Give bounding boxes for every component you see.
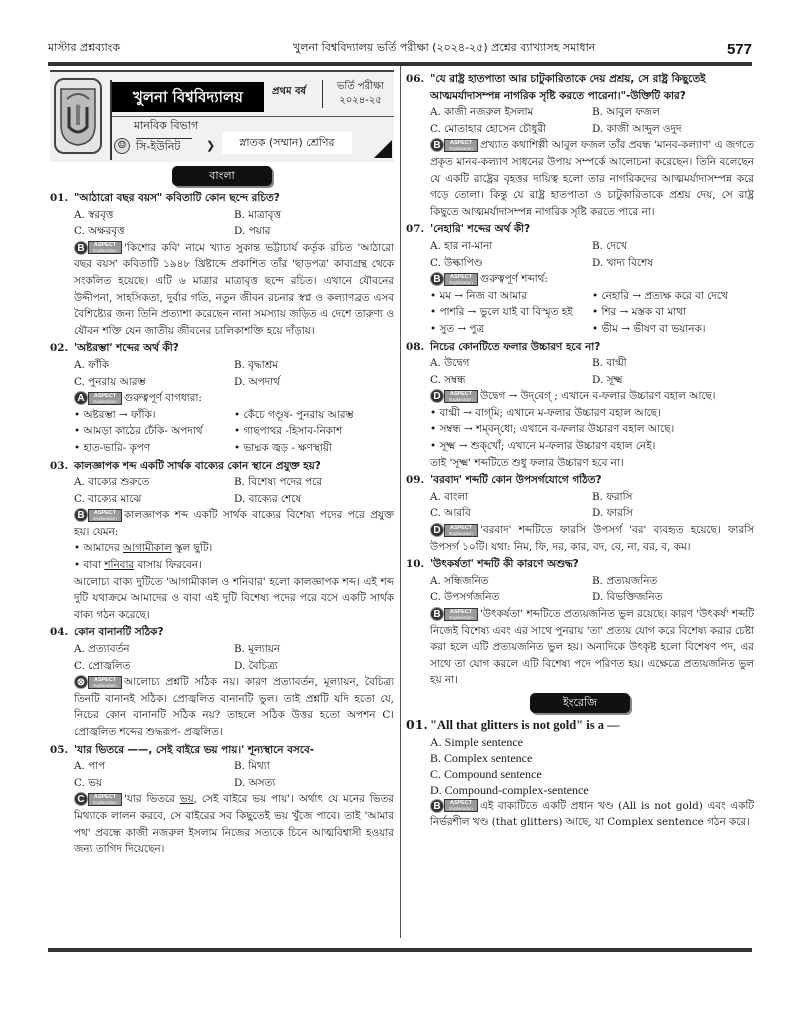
aspect-explanation-icon: ASPECT Explanation bbox=[88, 392, 122, 405]
answer-badge bbox=[74, 241, 122, 255]
answer-letter: B bbox=[74, 241, 88, 255]
bottom-rule bbox=[48, 948, 752, 952]
question: 01. "আঠারো বছর বয়স" কবিতাটি কোন ছন্দে রচিত? A. স্বরবৃত্ত B. মাত্রাবৃত্ত C. অক্ষরবৃত্ত D. পয়ার B ASPECT Explanation 'কিশোর কবি' নামে খ্যাত সুকান্ত ভট্টাচার্য কর্তৃক রচিত 'আঠারো বছর বয়স' কবিতাটি ১৯৪৮ খ্রিষ্টাব্দে প্রকাশিত তাঁর 'ছাড়পত্র' কাব্যগ্রন্থ থেকে সংকলিত হয়েছে। এটি ৬ মাত্রার মাত্রাবৃত্ত ছন্দে রচিত। এখানে যৌবনের উদ্দীপনা, সাহসিকতা, দুর্বার গতি, নতুন জীবন রচনার স্বপ্ন ও কল্যাণব্রত এসব বৈশিষ্ট্যের জন্য তিনি প্রত্যাশা করেছেন নানা সমস্যায় জড়িত এ দেশে তারুণ্য ও যৌবন শক্তি যেন জাতীয় জীবনের চালিকাশক্তি হয়ে দাঁড়ায়। bbox=[50, 190, 394, 339]
options bbox=[406, 238, 754, 271]
list-item: • ভাদ্মক জ্বড় - ক্ষণস্থায়ী bbox=[234, 440, 394, 457]
question: 10. 'উৎকর্ষতা' শব্দটি কী কারণে অশুদ্ধ? A. সন্ধিজনিত B. প্রত্যয়জনিত C. উপসর্গজনিত D. বিভক্তিজনিত B ASPECT Explanation 'উৎকর্ষতা' শব্দটিতে প্রত্যয়জনিত ভুল রয়েছে। কারণ 'উৎকর্ষ' শব্দটি নিজেই বিশেষ্য এবং এর সাথে পুনরায় 'তা' প্রত্যয় যোগ করে বিশেষ্য করার চেষ্টা করা হলে এটি প্রত্যয়জনিত ভুল হয়। অন্যদিকে উৎকৃষ্ট হলো বিশেষণ পদ, এর সাথে তা যোগ করলে এটি বিশেষ্য পদে পরিণত হয়। এক্ষেত্রে প্রত্যয়জনিত ভুল হয় না। bbox=[406, 556, 754, 689]
aspect-explanation-icon: ASPECT Explanation bbox=[444, 390, 478, 403]
deer-emblem-icon bbox=[59, 85, 97, 147]
option-d: D. বাক্যের শেষে bbox=[234, 492, 302, 505]
answer-badge bbox=[74, 508, 122, 522]
question: 04. কোন বানানটি সঠিক? A. প্রত্যাবর্তন B. মূল্যায়ন C. প্রোজ্বলিত D. বৈচিত্র্য ⊗ ASPECT Explanation আলোচ্য প্রশ্নটি সঠিক নয়। কারণ প্রত্যাবর্তন, মূল্যায়ন, বৈচিত্র্য তিনটি বানানই সঠিক। প্রোজ্বলিত বানানটি ভুল। তাই প্রশ্নটি যদি হতো যে, নিচের কোন বানানটি সঠিক নয়? তাহলে সঠিক উত্তর হতো অপশন C। প্রোজ্বলিত শব্দের শুদ্ধরূপ- প্রজ্বলিত। bbox=[50, 624, 394, 740]
option-a: A. বাংলা bbox=[430, 490, 469, 503]
question: 08. নিচের কোনটিতে ফলার উচ্চারণ হবে না? A. উদ্বেগ B. বাগ্মী C. সম্বন্ধ D. সূক্ষ্ম D ASPECT Explanation উদ্বেগ → উদ্‌বেগ্ ; এখানে ব-ফলার উচ্চারণ বহাল আছে। • বাগ্মী → বাগ্‌মি; এখানে ম-ফলার উচ্চারণ বহাল আছে। • সম্বন্ধ → শম্‌বন্‌ধো; এখানে ব-ফলার উচ্চারণ বহাল আছে। • সূক্ষ্ম → শুক্‌খোঁ; এখানে ম-ফলার উচ্চারণ বহাল নেই। তাই 'সূক্ষ্ম' শব্দটিতে শুধু ফলার উচ্চারণ হবে না। bbox=[406, 339, 754, 472]
option-c: C. ভয় bbox=[74, 776, 103, 789]
list-item: • বাগ্মী → বাগ্‌মি; এখানে ম-ফলার উচ্চারণ বহাল আছে। bbox=[430, 405, 754, 422]
option-a: A. পাপ bbox=[74, 760, 106, 773]
right-column bbox=[406, 70, 754, 831]
option-a: A. সন্ধিজনিত bbox=[430, 574, 489, 587]
option-d: D. বৈচিত্র্য bbox=[234, 659, 278, 672]
aspect-explanation-icon: ASPECT Explanation bbox=[444, 273, 478, 286]
exam-label: ভর্তি পরীক্ষা ২০২৪-২৫ bbox=[322, 80, 394, 108]
wrong-question-icon: ⊗ bbox=[74, 675, 88, 689]
question: 09. 'বরবাদ' শব্দটি কোন উপসর্গযোগে গঠিত? A. বাংলা B. ফরাসি C. আরবি D. ফারসি D ASPECT Explanation 'বরবাদ' শব্দটিতে ফারসি উপসর্গ 'বর' ব্যবহৃত হয়েছে। ফারসি উপসর্গ ১০টি। যথা: নিম, ফি, দর, কার, বদ, বে, না, বর, ব, কম। bbox=[406, 472, 754, 555]
question-text: 'নেহারি' শব্দের অর্থ কী? bbox=[430, 223, 531, 236]
explanation: D ASPECT Explanation উদ্বেগ → উদ্‌বেগ্ ; এখানে ব-ফলার উচ্চারণ বহাল আছে। bbox=[406, 388, 754, 405]
options bbox=[406, 573, 754, 606]
option-b: B. আবুল ফজল bbox=[592, 106, 660, 119]
list-item: • গাছপাথর -হিসাব-নিকাশ bbox=[234, 423, 394, 440]
year-label: প্রথম বর্ষ bbox=[272, 86, 307, 97]
explanation-continued: তাই 'সূক্ষ্ম' শব্দটিতে শুধু ফলার উচ্চারণ হবে না। bbox=[430, 456, 624, 469]
list-item: • পাশরি → ভুলে যাই বা বিস্মৃত হই bbox=[430, 304, 592, 321]
option-c: C. অক্ষরবৃত্ত bbox=[74, 225, 125, 238]
options bbox=[406, 104, 754, 137]
running-head bbox=[48, 40, 752, 58]
aspect-explanation-icon: ASPECT Explanation bbox=[444, 139, 478, 152]
answer-letter: B bbox=[430, 138, 444, 152]
option-d: D. কাজী আব্দুল ওদুদ bbox=[592, 122, 682, 135]
question-text: "আঠারো বছর বয়স" কবিতাটি কোন ছন্দে রচিত? bbox=[74, 192, 280, 204]
explanation: B ASPECT Explanation 'উৎকর্ষতা' শব্দটিতে প্রত্যয়জনিত ভুল রয়েছে। কারণ 'উৎকর্ষ' শব্দটি নিজেই বিশেষ্য এবং এর সাথে পুনরায় 'তা' প্রত্যয় যোগ করে বিশেষ্য করার চেষ্টা করা হলে এটি প্রত্যয়জনিত ভুল হয়। অন্যদিকে উৎকৃষ্ট হলো বিশেষণ পদ, এর সাথে তা যোগ করলে এটি বিশেষ্য পদে পরিণত হয়। এক্ষেত্রে প্রত্যয়জনিত ভুল হয় না। bbox=[430, 608, 754, 687]
option-a: A. Simple sentence bbox=[430, 734, 523, 749]
options bbox=[50, 207, 394, 240]
aspect-explanation-icon: ASPECT Explanation bbox=[88, 241, 122, 254]
question: 02. 'অষ্টরম্ভা' শব্দের অর্থ কী? A. ফাঁকি B. বৃদ্ধাশ্রম C. পুনরায় আরম্ভ D. অপদার্থ A ASPECT Explanation গুরুত্বপূর্ণ বাগধারা: • অষ্টরম্ভা → ফাঁকি। • কেঁচে গণ্ডূষ- পুনরায় আরম্ভ • আমড়া কাঠের ঢেঁকি- অপদার্থ • গাছপাথর -হিসাব-নিকাশ • হাত-ভারি- কৃপণ • ভাদ্মক জ্বড় - ক্ষণস্থায়ী bbox=[50, 340, 394, 456]
unit-label: সি-ইউনিট bbox=[136, 138, 192, 156]
question: 03. কালজ্ঞাপক শব্দ একটি সার্থক বাক্যের কোন স্থানে প্রযুক্ত হয়? A. বাক্যের শুরুতে B. বিশেষ্য পদের পরে C. বাক্যের মাঝে D. বাক্যের শেষে B ASPECT Explanation কালজ্ঞাপক শব্দ একটি সার্থক বাক্যের বিশেষ্য পদের পরে প্রযুক্ত হয়। যেমন: • আমাদের আগামীকাল স্কুল ছুটি। • বাবা শনিবার বাসায় ফিরবেন। আলোচ্য বাক্য দুটিতে 'আগামীকাল ও শনিবার' হলো কালজ্ঞাপক শব্দ। এই শব্দ দুটি যথাক্রমে আমাদের ও বাবা এই দুটি বিশেষ্য পদের পরে বসে একটি সার্থক বাক্য গঠন করেছে। bbox=[50, 458, 394, 624]
answer-badge bbox=[74, 391, 122, 405]
answer-letter: A bbox=[74, 391, 88, 405]
list-item: • সুত → পুত্র bbox=[430, 321, 592, 338]
question: 07. 'নেহারি' শব্দের অর্থ কী? A. হার না-মানা B. দেখে C. উল্কাপিণ্ড D. খাদ্য বিশেষ B ASPECT Explanation গুরুত্বপূর্ণ শব্দার্থ: • মম → নিজ বা আমার • নেহারি → প্রত্যক্ষ করে বা দেখে • পাশরি → ভুলে যাই বা বিস্মৃত হই • শির → মস্তক বা মাথা • সুত → পুত্র • ভীম → ভীষণ বা ভয়ানক। bbox=[406, 221, 754, 337]
options bbox=[406, 489, 754, 522]
department-label: মানবিক বিভাগ bbox=[134, 119, 199, 132]
answer-letter: D bbox=[430, 523, 444, 537]
idiom-list bbox=[50, 407, 394, 457]
answer-letter: C bbox=[74, 792, 88, 806]
chapter-title: খুলনা বিশ্ববিদ্যালয় ভর্তি পরীক্ষা (২০২৪-২৫) প্রশ্নের ব্যাখ্যাসহ সমাধান bbox=[293, 41, 596, 54]
option-a: A. বাক্যের শুরুতে bbox=[74, 476, 150, 489]
explanation: B ASPECT Explanation 'কিশোর কবি' নামে খ্যাত সুকান্ত ভট্টাচার্য কর্তৃক রচিত 'আঠারো বছর বয়স' কবিতাটি ১৯৪৮ খ্রিষ্টাব্দে প্রকাশিত তাঁর 'ছাড়পত্র' কাব্যগ্রন্থ থেকে সংকলিত হয়েছে। এটি ৬ মাত্রার মাত্রাবৃত্ত ছন্দে রচিত। এখানে যৌবনের উদ্দীপনা, সাহসিকতা, দুর্বার গতি, নতুন জীবন রচনার স্বপ্ন ও কল্যাণব্রত এসব বৈশিষ্ট্যের জন্য তিনি প্রত্যাশা করেছেন নানা সমস্যায় জড়িত এ দেশে তারুণ্য ও যৌবন শক্তি যেন জাতীয় জীবনের চালিকাশক্তি হয়ে দাঁড়ায়। bbox=[74, 241, 394, 337]
list-item: • আমাদের আগামীকাল স্কুল ছুটি। bbox=[74, 540, 394, 557]
option-b: B. মাত্রাবৃত্ত bbox=[234, 208, 281, 221]
option-c: C. আরবি bbox=[430, 507, 471, 520]
answer-badge bbox=[74, 792, 122, 806]
option-c: C. মোতাহার হোসেন চৌধুরী bbox=[430, 122, 547, 135]
explanation: B ASPECT Explanation প্রখ্যাত কথাশিল্পী আবুল ফজল তাঁর প্রবন্ধ 'মানব-কল্যাণ' এ জগতে প্রকৃত মানব-কল্যাণ সাধনের উপায় সম্পর্কে আলোচনা করেছেন। তিনি বলেছেন যে একটি রাষ্ট্রের বৃহত্তর দায়িত্ব হলো তার নাগরিকদের আত্মমর্যাদাসম্পন্ন করে গড়ে তোলা। কিন্তু যে রাষ্ট্র হাতপাতা ও চাটুকারিতাকে প্রশ্রয় দেয়, সে রাষ্ট্র কিছুতে আত্মমর্যাদাসম্পন্ন নাগরিক সৃষ্টি করতে পারে না। bbox=[430, 139, 754, 218]
answer-badge bbox=[430, 138, 478, 152]
option-b: B. Complex sentence bbox=[430, 750, 533, 765]
options bbox=[406, 734, 754, 798]
option-d: D. পয়ার bbox=[234, 225, 271, 238]
option-b: B. দেখে bbox=[592, 239, 627, 252]
options bbox=[50, 474, 394, 507]
question-text: কালজ্ঞাপক শব্দ একটি সার্থক বাক্যের কোন স্থানে প্রযুক্ত হয়? bbox=[74, 459, 321, 472]
option-b: B. প্রত্যয়জনিত bbox=[592, 574, 658, 587]
option-d: D. খাদ্য বিশেষ bbox=[592, 256, 653, 269]
answer-letter: D bbox=[430, 389, 444, 403]
question-text: "যে রাষ্ট্র হাতপাতা আর চাটুকারিতাকে দেয় প্রশ্রয়, সে রাষ্ট্র কিছুতেই আত্মমর্যাদাসম্পন্ন নাগরিক সৃষ্টি করতে পারেনা।"-উক্তিটি কার? bbox=[430, 73, 706, 102]
answer-badge bbox=[430, 799, 478, 813]
question-text: 'অষ্টরম্ভা' শব্দের অর্থ কী? bbox=[74, 342, 179, 355]
answer-badge bbox=[430, 272, 478, 286]
aspect-explanation-icon: ASPECT Explanation bbox=[88, 676, 122, 689]
left-column bbox=[50, 66, 394, 858]
university-name: খুলনা বিশ্ববিদ্যালয় bbox=[112, 82, 264, 112]
explanation: C ASPECT Explanation 'যার ভিতরে ভয়, সেই বাইরে ভয় পায়'। অর্থাৎ যে মনের ভিতর মিথ্যাকে লালন করবে, সে বাইরের সব কিছুতেই ভয় খুঁজে পাবে। তাই 'আমার পথ' প্রবন্ধে কাজী নজরুল ইসলাম নিজের সত্যকে চিনে আত্মবিশ্বাসী হওয়ার জন্য তাগিদ দিয়েছেন। bbox=[74, 793, 394, 856]
explanation: D ASPECT Explanation 'বরবাদ' শব্দটিতে ফারসি উপসর্গ 'বর' ব্যবহৃত হয়েছে। ফারসি উপসর্গ ১০টি। যথা: নিম, ফি, দর, কার, বদ, বে, না, বর, ব, কম। bbox=[430, 524, 754, 553]
option-b: B. বাগ্মী bbox=[592, 357, 627, 370]
answer-letter: B bbox=[74, 508, 88, 522]
list-item: • মম → নিজ বা আমার bbox=[430, 288, 592, 305]
option-a: A. প্রত্যাবর্তন bbox=[74, 643, 130, 656]
list-item: • হাত-ভারি- কৃপণ bbox=[74, 440, 234, 457]
explanation: ⊗ ASPECT Explanation আলোচ্য প্রশ্নটি সঠিক নয়। কারণ প্রত্যাবর্তন, মূল্যায়ন, বৈচিত্র্য তিনটি বানানই সঠিক। প্রোজ্বলিত বানানটি ভুল। তাই প্রশ্নটি যদি হতো যে, নিচের কোন বানানটি সঠিক নয়? তাহলে সঠিক উত্তর হতো অপশন C। প্রোজ্বলিত শব্দের শুদ্ধরূপ- প্রজ্বলিত। bbox=[74, 676, 394, 738]
section-title-bangla: বাংলা bbox=[172, 166, 272, 186]
list-item: • সম্বন্ধ → শম্‌বন্‌ধো; এখানে ব-ফলার উচ্চারণ বহাল আছে। bbox=[430, 421, 754, 438]
list-item: • নেহারি → প্রত্যক্ষ করে বা দেখে bbox=[592, 288, 754, 305]
option-d: D. বিভক্তিজনিত bbox=[592, 591, 663, 604]
answer-badge bbox=[430, 389, 478, 403]
list-item: • আমড়া কাঠের ঢেঁকি- অপদার্থ bbox=[74, 423, 234, 440]
options bbox=[50, 758, 394, 791]
question-text: 'উৎকর্ষতা' শব্দটি কী কারণে অশুদ্ধ? bbox=[430, 558, 579, 571]
list-item: • ভীম → ভীষণ বা ভয়ানক। bbox=[592, 321, 754, 338]
option-b: B. ফরাসি bbox=[592, 490, 633, 503]
option-d: D. সূক্ষ্ম bbox=[592, 373, 623, 386]
option-a: A. স্বরবৃত্ত bbox=[74, 208, 114, 221]
book-title: মাস্টার প্রশ্নব্যাংক bbox=[48, 41, 121, 54]
question-text: 'যার ভিতরে ——, সেই বাইরে ভয় পায়।' শূন্যস্থানে বসবে- bbox=[74, 743, 315, 756]
option-c: C. উপসর্গজনিত bbox=[430, 591, 500, 604]
question-text: কোন বানানটি সঠিক? bbox=[74, 626, 164, 639]
list-item: • কেঁচে গণ্ডূষ- পুনরায় আরম্ভ bbox=[234, 407, 394, 424]
explanation-continued: আলোচ্য বাক্য দুটিতে 'আগামীকাল ও শনিবার' হলো কালজ্ঞাপক শব্দ। এই শব্দ দুটি যথাক্রমে আমাদের ও বাবা এই দুটি বিশেষ্য পদের পরে বসে একটি সার্থক বাক্য গঠন করেছে। bbox=[74, 575, 394, 621]
question-text: নিচের কোনটিতে ফলার উচ্চারণ হবে না? bbox=[430, 340, 601, 353]
exam-banner bbox=[50, 70, 394, 162]
option-c: C. প্রোজ্বলিত bbox=[74, 659, 131, 672]
section-title-english: ইংরেজি bbox=[530, 693, 630, 713]
pronunciation-list bbox=[406, 405, 754, 455]
option-b: B. মিথ্যা bbox=[234, 760, 270, 773]
corner-triangle bbox=[374, 140, 392, 158]
option-a: A. ফাঁকি bbox=[74, 358, 109, 371]
explanation: A ASPECT Explanation গুরুত্বপূর্ণ বাগধারা: bbox=[50, 390, 394, 407]
list-item: • শির → মস্তক বা মাথা bbox=[592, 304, 754, 321]
option-c: C. উল্কাপিণ্ড bbox=[430, 256, 483, 269]
answer-badge bbox=[430, 523, 478, 537]
aspect-explanation-icon: ASPECT Explanation bbox=[444, 608, 478, 621]
option-d: D. অপদার্থ bbox=[234, 375, 280, 388]
answer-badge bbox=[430, 607, 478, 621]
question: 05. 'যার ভিতরে ——, সেই বাইরে ভয় পায়।' শূন্যস্থানে বসবে- A. পাপ B. মিথ্যা C. ভয় D. অসত্য C ASPECT Explanation 'যার ভিতরে ভয়, সেই বাইরে ভয় পায়'। অর্থাৎ যে মনের ভিতর মিথ্যাকে লালন করবে, সে বাইরের সব কিছুতেই ভয় খুঁজে পাবে। তাই 'আমার পথ' প্রবন্ধে কাজী নজরুল ইসলাম নিজের সত্যকে চিনে আত্মবিশ্বাসী হওয়ার জন্য তাগিদ দিয়েছেন। bbox=[50, 742, 394, 858]
option-d: D. Compound-complex-sentence bbox=[430, 782, 589, 797]
options bbox=[50, 357, 394, 390]
question: 01. "All that glitters is not gold" is a — A. Simple sentence B. Complex sentence C. Compound sentence D. Compound-complex-sentence B ASPECT Explanation এই বাক্যটিতে একটি প্রধান খণ্ড (All is not gold) এবং একটি নির্ভরশীল খণ্ড (that glitters) আছে, যা Complex sentence গঠন করে। bbox=[406, 717, 754, 831]
option-c: C. সম্বন্ধ bbox=[430, 373, 466, 386]
smiley-icon: ☺ bbox=[114, 138, 130, 154]
chevron-right-icon: ❯ bbox=[206, 139, 216, 152]
aspect-explanation-icon: ASPECT Explanation bbox=[444, 799, 478, 812]
page-number: 577 bbox=[726, 41, 752, 58]
answer-letter: B bbox=[430, 272, 444, 286]
university-logo bbox=[54, 78, 102, 154]
option-a: A. উদ্বেগ bbox=[430, 357, 470, 370]
list-item: • সূক্ষ্ম → শুক্‌খোঁ; এখানে ম-ফলার উচ্চারণ বহাল নেই। bbox=[430, 438, 754, 455]
question-text: 'বরবাদ' শব্দটি কোন উপসর্গযোগে গঠিত? bbox=[430, 474, 602, 487]
answer-letter: B bbox=[430, 799, 444, 813]
column-divider bbox=[400, 66, 401, 938]
word-meaning-list bbox=[406, 288, 754, 338]
option-d: D. ফারসি bbox=[592, 507, 633, 520]
option-c: C. পুনরায় আরম্ভ bbox=[74, 375, 146, 388]
aspect-explanation-icon: ASPECT Explanation bbox=[88, 509, 122, 522]
list-item: • অষ্টরম্ভা → ফাঁকি। bbox=[74, 407, 234, 424]
question-text: "All that glitters is not gold" is a — bbox=[430, 717, 620, 732]
aspect-explanation-icon: ASPECT Explanation bbox=[444, 524, 478, 537]
option-b: B. বৃদ্ধাশ্রম bbox=[234, 358, 278, 371]
explanation: B ASPECT Explanation গুরুত্বপূর্ণ শব্দার্থ: bbox=[406, 271, 754, 288]
option-c: C. বাক্যের মাঝে bbox=[74, 492, 142, 505]
answer-letter: B bbox=[430, 607, 444, 621]
aspect-explanation-icon: ASPECT Explanation bbox=[88, 793, 122, 806]
option-d: D. অসত্য bbox=[234, 776, 276, 789]
option-b: B. বিশেষ্য পদের পরে bbox=[234, 476, 323, 489]
program-label: স্নাতক (সম্মান) শ্রেণির bbox=[222, 132, 352, 154]
explanation: B ASPECT Explanation কালজ্ঞাপক শব্দ একটি সার্থক বাক্যের বিশেষ্য পদের পরে প্রযুক্ত হয়। যেমন: bbox=[74, 509, 394, 538]
list-item: • বাবা শনিবার বাসায় ফিরবেন। bbox=[74, 557, 394, 574]
option-c: C. Compound sentence bbox=[430, 766, 542, 781]
option-b: B. মূল্যায়ন bbox=[234, 643, 281, 656]
options bbox=[50, 641, 394, 674]
option-a: A. হার না-মানা bbox=[430, 239, 493, 252]
question: 06. "যে রাষ্ট্র হাতপাতা আর চাটুকারিতাকে দেয় প্রশ্রয়, সে রাষ্ট্র কিছুতেই আত্মমর্যাদাসম্পন্ন নাগরিক সৃষ্টি করতে পারেনা।"-উক্তিটি কার? A. কাজী নজরুল ইসলাম B. আবুল ফজল C. মোতাহার হোসেন চৌধুরী D. কাজী আব্দুল ওদুদ B ASPECT Explanation প্রখ্যাত কথাশিল্পী আবুল ফজল তাঁর প্রবন্ধ 'মানব-কল্যাণ' এ জগতে প্রকৃত মানব-কল্যাণ সাধনের উপায় সম্পর্কে আলোচনা করেছেন। তিনি বলেছেন যে একটি রাষ্ট্রের বৃহত্তর দায়িত্ব হলো তার নাগরিকদের আত্মমর্যাদাসম্পন্ন করে গড়ে তোলা। কিন্তু যে রাষ্ট্র হাতপাতা ও চাটুকারিতাকে প্রশ্রয় দেয়, সে রাষ্ট্র কিছুতে আত্মমর্যাদাসম্পন্ন নাগরিক সৃষ্টি করতে পারে না। bbox=[406, 71, 754, 220]
options bbox=[406, 355, 754, 388]
explanation: B ASPECT Explanation এই বাক্যটিতে একটি প্রধান খণ্ড (All is not gold) এবং একটি নির্ভরশীল খণ্ড (that glitters) আছে, যা Complex sentence গঠন করে। bbox=[430, 799, 754, 829]
option-a: A. কাজী নজরুল ইসলাম bbox=[430, 106, 534, 119]
answer-badge bbox=[74, 675, 122, 689]
example-list bbox=[50, 540, 394, 573]
